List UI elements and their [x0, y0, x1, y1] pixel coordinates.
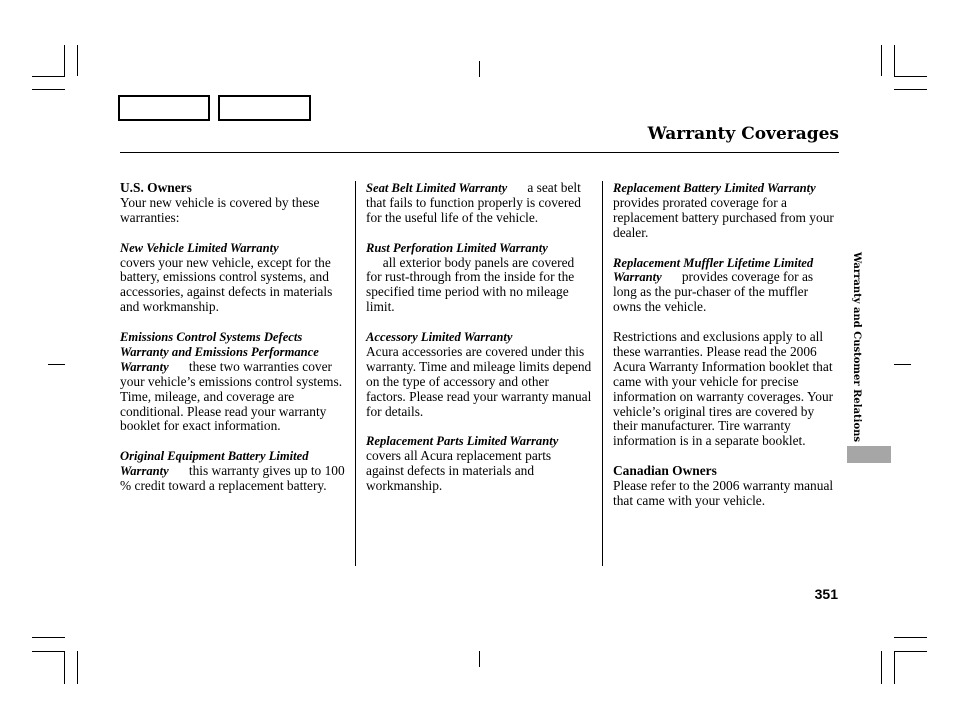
column-3 [613, 181, 839, 524]
warranty-heading: Replacement Muffler Lifetime Limited Warranty [613, 255, 814, 285]
body-text: Your new vehicle is covered by these warranties: [120, 194, 320, 225]
header-tab-box [218, 95, 311, 121]
crop-mark [32, 637, 65, 638]
crop-mark [32, 76, 65, 77]
crop-mark [77, 45, 78, 76]
warranty-heading: Rust Perforation Limited Warranty [366, 240, 548, 255]
body-text: these two warranties cover your vehicle’s emissions control systems. Time, mileage, and coverage are conditional. Please read your warranty booklet for exact information. [120, 358, 343, 434]
paragraph [613, 464, 839, 509]
crop-mark [894, 76, 927, 77]
crop-mark [894, 651, 927, 652]
body-text: provides coverage for as long as the pur-chaser of the muffler owns the vehicle. [613, 269, 814, 315]
header-rule [120, 152, 839, 153]
crop-mark [881, 45, 882, 76]
body-text: covers all Acura replacement parts against defects in materials and workmanship. [366, 448, 552, 494]
warranty-heading: Emissions Control Systems Defects Warranty and Emissions Performance Warranty [120, 330, 319, 374]
paragraph [366, 330, 592, 419]
column-2 [366, 181, 592, 509]
header-tab-box [118, 95, 210, 121]
crop-mark [64, 651, 65, 684]
center-mark [894, 364, 911, 365]
side-tab-label [848, 252, 862, 443]
body-text: covers your new vehicle, except for the battery, emissions control systems, and accessories, against defects in materials and workmanship. [120, 254, 333, 315]
center-mark [479, 61, 480, 77]
crop-mark [77, 651, 78, 684]
paragraph [613, 330, 839, 449]
crop-mark [894, 89, 927, 90]
crop-mark [894, 637, 927, 638]
paragraph [366, 434, 592, 494]
section-heading: Canadian Owners [613, 463, 717, 479]
side-tab-marker [847, 446, 891, 463]
warranty-heading: Seat Belt Limited Warranty [366, 181, 508, 195]
center-mark [479, 651, 480, 667]
paragraph [613, 256, 839, 316]
crop-mark [894, 45, 895, 76]
center-mark [48, 364, 65, 365]
paragraph [366, 241, 592, 316]
column-divider [602, 181, 603, 566]
body-text: Restrictions and exclusions apply to all these warranties. Please read the 2006 Acura Warranty Information booklet that came with your vehicle for precise information on warranty coverages. Your vehicle’s original tires are covered by their manufacturer. Tire warranty information is in a separate booklet. [613, 329, 834, 449]
body-text: a seat belt that fails to function properly is covered for the useful life of the vehicle. [366, 180, 581, 225]
warranty-heading: New Vehicle Limited Warranty [120, 240, 279, 255]
paragraph [613, 181, 839, 241]
warranty-heading: Replacement Battery Limited Warranty [613, 181, 816, 195]
page-number: 351 [814, 586, 838, 602]
paragraph [366, 181, 592, 226]
crop-mark [32, 651, 65, 652]
side-tab-text: Warranty and Customer Relations [851, 252, 862, 443]
crop-mark [894, 651, 895, 684]
warranty-heading: Accessory Limited Warranty [366, 330, 513, 345]
crop-mark [881, 651, 882, 684]
crop-mark [32, 89, 65, 90]
crop-mark [64, 45, 65, 76]
body-text: this warranty gives up to 100 % credit toward a replacement battery. [120, 463, 345, 494]
body-text: Please refer to the 2006 warranty manual that came with your vehicle. [613, 478, 834, 508]
paragraph [120, 330, 346, 434]
body-text: all exterior body panels are covered for rust-through from the inside for the specified time period with no mileage limit. [366, 254, 575, 315]
warranty-heading: Replacement Parts Limited Warranty [366, 434, 559, 449]
warranty-heading: Original Equipment Battery Limited Warranty [120, 449, 309, 479]
body-text: provides prorated coverage for a replacement battery purchased from your dealer. [613, 194, 834, 240]
column-1 [120, 181, 346, 509]
section-heading: U.S. Owners [120, 180, 192, 195]
page-title: Warranty Coverages [647, 124, 839, 144]
paragraph [120, 449, 346, 494]
paragraph [120, 181, 346, 226]
column-divider [355, 181, 356, 566]
body-text: Acura accessories are covered under this warranty. Time and mileage limits depend on the type of accessory and other factors. Please read your warranty manual for details. [366, 343, 592, 419]
paragraph [120, 241, 346, 316]
